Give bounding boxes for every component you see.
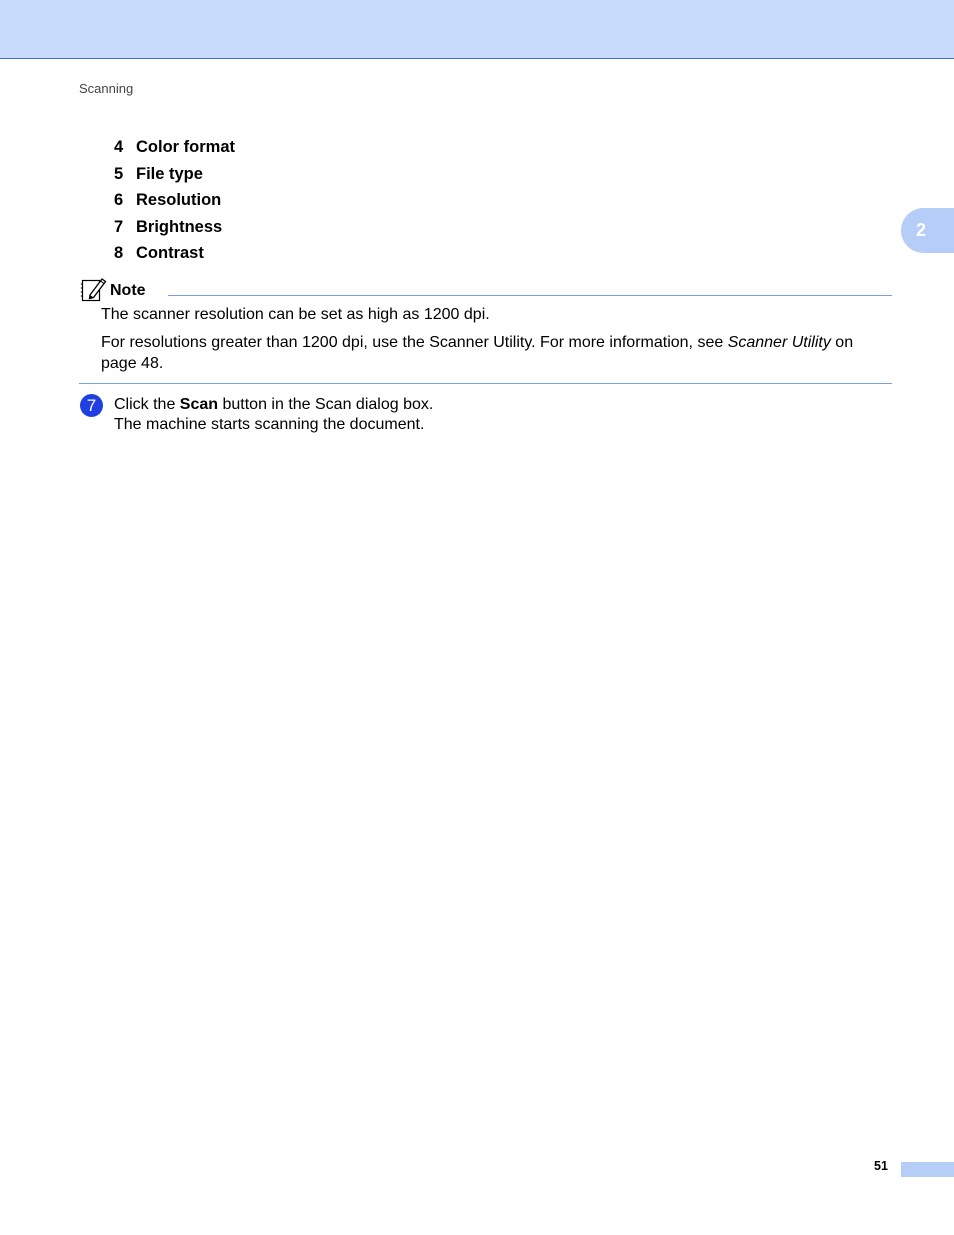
note-paragraph [101, 332, 891, 374]
chapter-tab: 2 [901, 208, 954, 253]
note-body [101, 304, 891, 374]
list-item [114, 216, 235, 243]
list-item [114, 242, 235, 269]
header-band [0, 0, 954, 59]
step-text-fragment: button in the Scan dialog box. [218, 396, 434, 413]
list-item-number: 4 [114, 138, 124, 156]
note-text: For resolutions greater than 1200 dpi, use the Scanner Utility. For more information, see [101, 334, 728, 351]
list-item-label: Resolution [136, 191, 222, 209]
list-item [114, 136, 235, 163]
scan-button-reference: Scan [179, 396, 219, 413]
note-pencil-icon [80, 276, 108, 302]
note-header [80, 276, 892, 302]
list-item-label: File type [136, 164, 203, 183]
step-result: The machine starts scanning the document. [114, 416, 425, 433]
note-text: on page 48. [101, 334, 854, 372]
list-item [114, 189, 235, 216]
step-text [114, 395, 433, 435]
note-divider [168, 295, 892, 296]
step-text-fragment: Click the [114, 396, 180, 413]
settings-list [114, 136, 235, 269]
page-number: 51 [874, 1159, 888, 1173]
list-item-number: 8 [114, 244, 124, 262]
step-number-badge: 7 [80, 394, 103, 417]
running-header: Scanning [79, 81, 134, 96]
list-item-label: Brightness [136, 217, 223, 236]
list-item [114, 163, 235, 190]
list-item-number: 6 [114, 191, 124, 209]
footer-band [901, 1162, 954, 1177]
note-bottom-divider [79, 383, 892, 384]
list-item-number: 5 [114, 164, 124, 183]
note-paragraph: The scanner resolution can be set as high as 1200 dpi. [101, 306, 490, 323]
list-item-label: Contrast [136, 244, 204, 262]
step-instruction [114, 395, 433, 415]
list-item-number: 7 [114, 217, 124, 236]
cross-reference-link[interactable]: Scanner Utility [727, 334, 831, 351]
list-item-label: Color format [136, 138, 235, 156]
note-label: Note [110, 282, 146, 299]
